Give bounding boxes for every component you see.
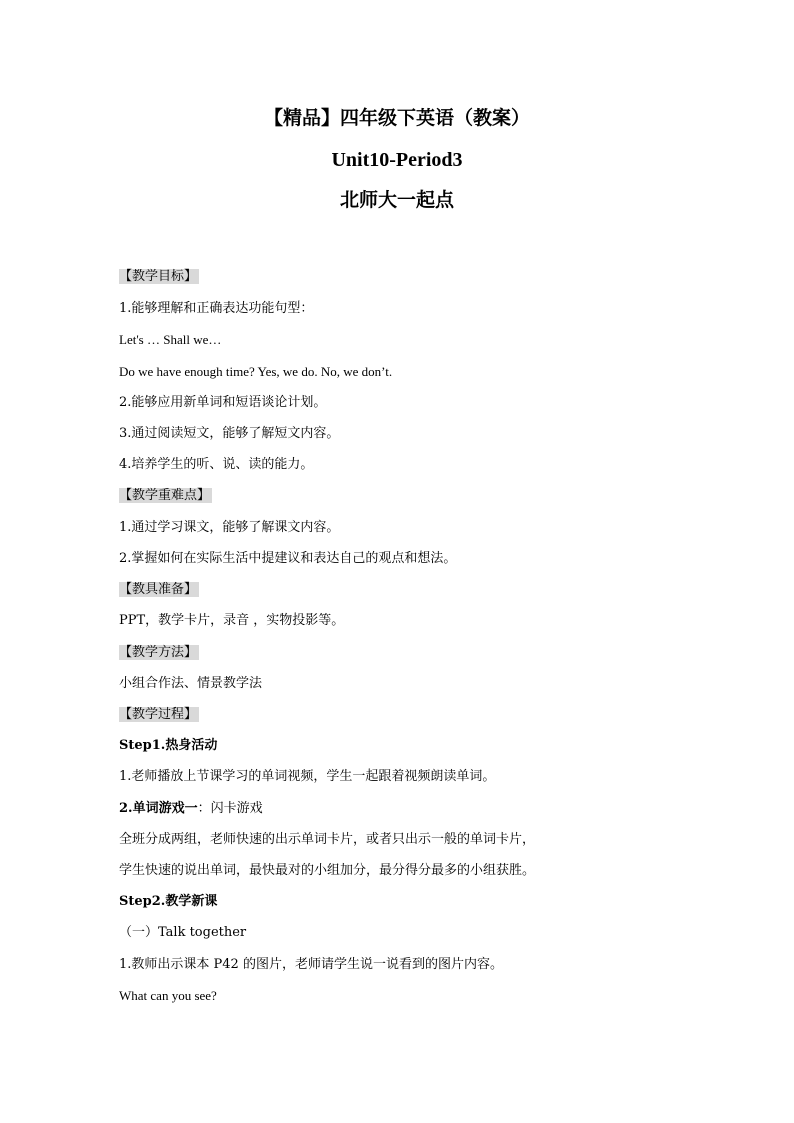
goal-3: 3.通过阅读短文，能够了解短文内容。 [119, 426, 340, 441]
step1-heading: Step1.热身活动 [119, 738, 218, 753]
keypoint-1: 1.通过学习课文，能够了解课文内容。 [119, 520, 340, 535]
goal-2: 2.能够应用新单词和短语谈论计划。 [119, 395, 327, 410]
methods-heading-label: 【教学方法】 [119, 645, 198, 660]
goal-4: 4.培养学生的听、说、读的能力。 [119, 457, 314, 472]
step2-heading: Step2.教学新课 [119, 894, 218, 909]
step1-item-2-bold: 2.单词游戏一 [119, 801, 198, 816]
keypoint-2: 2.掌握如何在实际生活中提建议和表达自己的观点和想法。 [119, 551, 457, 566]
step1-item-2 [119, 800, 263, 818]
step1-item-1: 1.老师播放上节课学习的单词视频，学生一起跟着视频朗读单词。 [119, 769, 496, 784]
methods-heading [119, 644, 199, 662]
part1-heading: （一）Talk together [119, 925, 247, 940]
tools-heading [119, 581, 199, 599]
goals-heading-label: 【教学目标】 [119, 269, 198, 284]
tools-heading-label: 【教具准备】 [119, 582, 198, 597]
keypoints-heading-label: 【教学重难点】 [119, 488, 211, 503]
pattern-2: Do we have enough time? Yes, we do. No, we don’t. [119, 364, 393, 379]
goals-heading [119, 268, 199, 286]
tools-text: PPT，教学卡片，录音 ，实物投影等。 [119, 613, 345, 628]
process-heading-label: 【教学过程】 [119, 707, 198, 722]
pattern-1: Let's … Shall we… [119, 332, 222, 347]
process-heading [119, 706, 199, 724]
publisher-title: 北师大一起点 [339, 189, 454, 211]
question-text: What can you see? [119, 988, 217, 1003]
part1-item-1: 1.教师出示课本 P42 的图片，老师请学生说一说看到的图片内容。 [119, 957, 503, 972]
keypoints-heading [119, 487, 212, 505]
goal-1: 1.能够理解和正确表达功能句型： [119, 301, 314, 316]
unit-title: Unit10-Period3 [331, 149, 463, 171]
methods-text: 小组合作法、情景教学法 [119, 676, 263, 691]
document-title: 【精品】四年级下英语（教案） [263, 107, 530, 129]
step1-paragraph-line-1: 全班分成两组，老师快速的出示单词卡片，或者只出示一般的单词卡片， [119, 832, 536, 847]
step1-item-2-rest: ：闪卡游戏 [197, 801, 263, 816]
step1-paragraph-line-2: 学生快速的说出单词，最快最对的小组加分，最分得分最多的小组获胜。 [119, 863, 536, 878]
